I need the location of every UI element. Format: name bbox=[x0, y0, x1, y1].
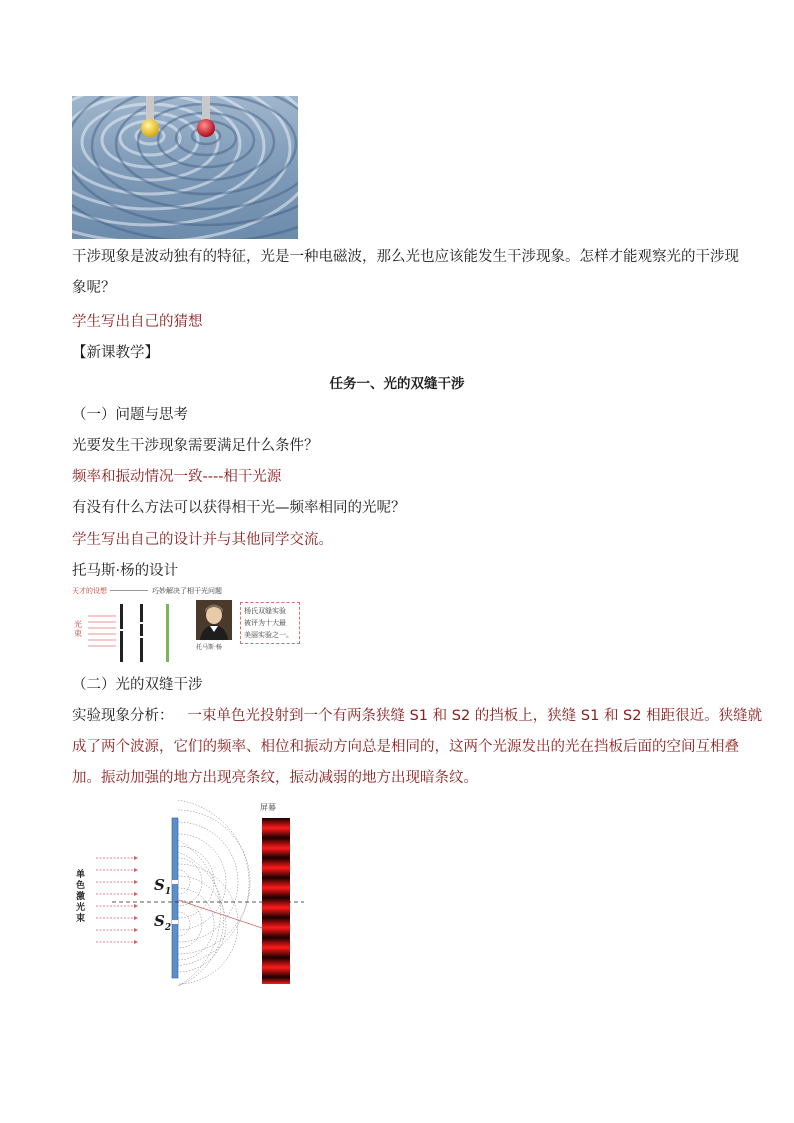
young-quote-box bbox=[240, 602, 300, 644]
part2-heading: （二）光的双缝干涉 bbox=[72, 677, 203, 693]
double-slit-schematic bbox=[72, 800, 308, 986]
young-slit-schematic bbox=[86, 596, 196, 664]
water-wave-illustration bbox=[72, 96, 298, 239]
young-design-label: 托马斯·杨的设计 bbox=[72, 563, 179, 579]
answer-2: 学生写出自己的设计并与其他同学交流。 bbox=[72, 532, 333, 548]
young-portrait bbox=[196, 600, 232, 640]
analysis-line-1 bbox=[72, 706, 762, 726]
analysis-text-1: 一束单色光投射到一个有两条狭缝 S1 和 S2 的挡板上，狭缝 S1 和 S2 相距很近。狭缝就 bbox=[187, 708, 763, 724]
intro-line-2: 象呢？ bbox=[72, 280, 116, 296]
task-title: 任务一、光的双缝干涉 bbox=[329, 376, 465, 392]
laser-label-char-5: 束 bbox=[76, 914, 86, 924]
slit-s2-label: $S_2$ bbox=[154, 912, 172, 933]
laser-source-label bbox=[76, 870, 86, 925]
young-portrait-caption: 托马斯·杨 bbox=[196, 644, 222, 651]
laser-label-char-3: 激 bbox=[76, 892, 86, 902]
portrait-icon bbox=[196, 600, 232, 640]
laser-label-char-1: 单 bbox=[76, 870, 86, 880]
young-title-right: 巧妙解决了相干光问题 bbox=[152, 587, 222, 595]
student-guess-prompt: 学生写出自己的猜想 bbox=[72, 314, 203, 330]
analysis-line-2: 成了两个波源，它们的频率、相位和振动方向总是相同的，这两个光源发出的光在挡板后面的空间互相叠 bbox=[72, 739, 739, 755]
young-title-divider bbox=[110, 590, 148, 591]
analysis-line-3: 加。振动加强的地方出现亮条纹，振动减弱的地方出现暗条纹。 bbox=[72, 770, 478, 786]
double-slit-diagram bbox=[72, 800, 308, 986]
slit-s1-label: $S_1$ bbox=[154, 876, 172, 897]
young-quote-line-2: 被评为十大最 bbox=[244, 619, 286, 627]
young-quote-line-1: 杨氏双缝实验 bbox=[244, 607, 286, 615]
screen-label: 屏幕 bbox=[260, 803, 276, 812]
young-quote-line-3: 美丽实验之一。 bbox=[244, 631, 293, 639]
young-title-left: 天才的设想 bbox=[72, 587, 107, 595]
laser-label-char-2: 色 bbox=[76, 881, 86, 891]
section-header: 【新课教学】 bbox=[72, 345, 159, 361]
intro-line-1: 干涉现象是波动独有的特征，光是一种电磁波，那么光也应该能发生干涉现象。怎样才能观察光的干涉现 bbox=[72, 249, 739, 265]
young-light-label: 光束 bbox=[74, 620, 82, 638]
question-2: 有没有什么方法可以获得相干光—频率相同的光呢？ bbox=[72, 500, 406, 516]
part1-heading: （一）问题与思考 bbox=[72, 407, 188, 423]
water-wave-interference-photo bbox=[72, 96, 298, 239]
question-1: 光要发生干涉现象需要满足什么条件？ bbox=[72, 438, 319, 454]
answer-1: 频率和振动情况一致----相干光源 bbox=[72, 469, 282, 485]
analysis-label: 实验现象分析： bbox=[72, 708, 174, 724]
young-double-slit-figure bbox=[72, 584, 304, 664]
interference-screen bbox=[262, 818, 290, 984]
laser-label-char-4: 光 bbox=[76, 903, 86, 913]
